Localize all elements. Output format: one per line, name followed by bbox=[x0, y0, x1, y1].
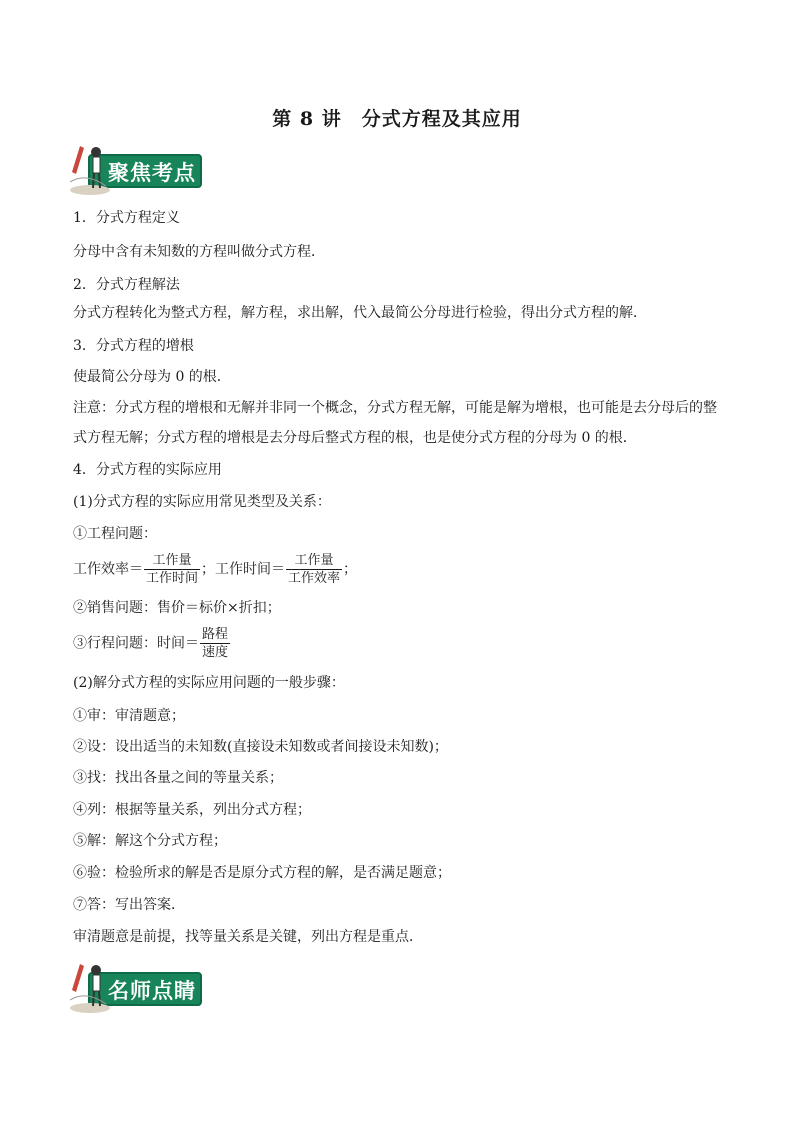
steps-intro: (2)解分式方程的实际应用问题的一般步骤： bbox=[73, 675, 345, 691]
step-3: ③找：找出各量之间的等量关系； bbox=[73, 770, 283, 786]
s4-types-intro: (1)分式方程的实际应用常见类型及关系： bbox=[73, 494, 331, 510]
s1-heading: 1．分式方程定义 bbox=[73, 210, 180, 226]
work-problem-title: ①工程问题： bbox=[73, 526, 157, 542]
s3-text: 使最简公分母为 0 的根． bbox=[73, 369, 231, 385]
work-formula-line bbox=[73, 552, 357, 587]
s2-heading: 2．分式方程解法 bbox=[73, 277, 180, 293]
step-2: ②设：设出适当的未知数(直接设未知数或者间接设未知数)； bbox=[73, 739, 448, 755]
step-6: ⑥验：检验所求的解是否是原分式方程的解，是否满足题意； bbox=[73, 865, 451, 881]
work-time-label: 工作时间＝ bbox=[215, 561, 286, 578]
fraction-numerator: 路程 bbox=[202, 627, 229, 642]
work-eff-label: 工作效率＝ bbox=[73, 561, 143, 578]
s4-heading: 4．分式方程的实际应用 bbox=[73, 462, 222, 478]
focus-badge-label: 聚焦考点 bbox=[108, 160, 196, 185]
fraction-denominator: 工作时间 bbox=[146, 571, 199, 586]
separator: ； bbox=[201, 561, 216, 578]
s2-text: 分式方程转化为整式方程，解方程，求出解，代入最简公分母进行检验，得出分式方程的解． bbox=[73, 305, 647, 321]
page-title bbox=[0, 104, 794, 131]
teacher-badge bbox=[66, 960, 204, 1016]
step-7: ⑦答：写出答案． bbox=[73, 897, 185, 913]
travel-formula-line bbox=[73, 626, 231, 661]
fraction-denominator: 速度 bbox=[202, 645, 229, 660]
sales-problem: ②销售问题：售价＝标价×折扣； bbox=[73, 600, 281, 616]
work-eff-fraction bbox=[144, 552, 200, 587]
work-time-fraction bbox=[286, 552, 342, 587]
travel-fraction bbox=[200, 626, 230, 661]
s3-note-line1: 注意：分式方程的增根和无解并非同一个概念，分式方程无解，可能是解为增根，也可能是去分母后的整 bbox=[73, 400, 717, 416]
teacher-badge-label: 名师点睛 bbox=[108, 978, 196, 1003]
separator: ； bbox=[343, 561, 358, 578]
summary: 审清题意是前提，找等量关系是关键，列出方程是重点． bbox=[73, 929, 423, 945]
fraction-denominator: 工作效率 bbox=[288, 571, 341, 586]
lecture-number: 第 8 讲 bbox=[272, 108, 342, 130]
s3-note-line2: 式方程无解；分式方程的增根是去分母后整式方程的根，也是使分式方程的分母为 0 的根． bbox=[73, 430, 637, 446]
fraction-numerator: 工作量 bbox=[286, 552, 342, 570]
step-5: ⑤解：解这个分式方程； bbox=[73, 833, 227, 849]
lecture-topic: 分式方程及其应用 bbox=[361, 108, 522, 130]
focus-badge bbox=[66, 142, 204, 198]
step-4: ④列：根据等量关系，列出分式方程； bbox=[73, 802, 311, 818]
s1-text: 分母中含有未知数的方程叫做分式方程． bbox=[73, 244, 325, 260]
fraction-numerator: 工作量 bbox=[144, 552, 200, 570]
s3-heading: 3．分式方程的增根 bbox=[73, 338, 194, 354]
travel-label: ③行程问题：时间＝ bbox=[73, 635, 199, 652]
step-1: ①审：审清题意； bbox=[73, 708, 185, 724]
